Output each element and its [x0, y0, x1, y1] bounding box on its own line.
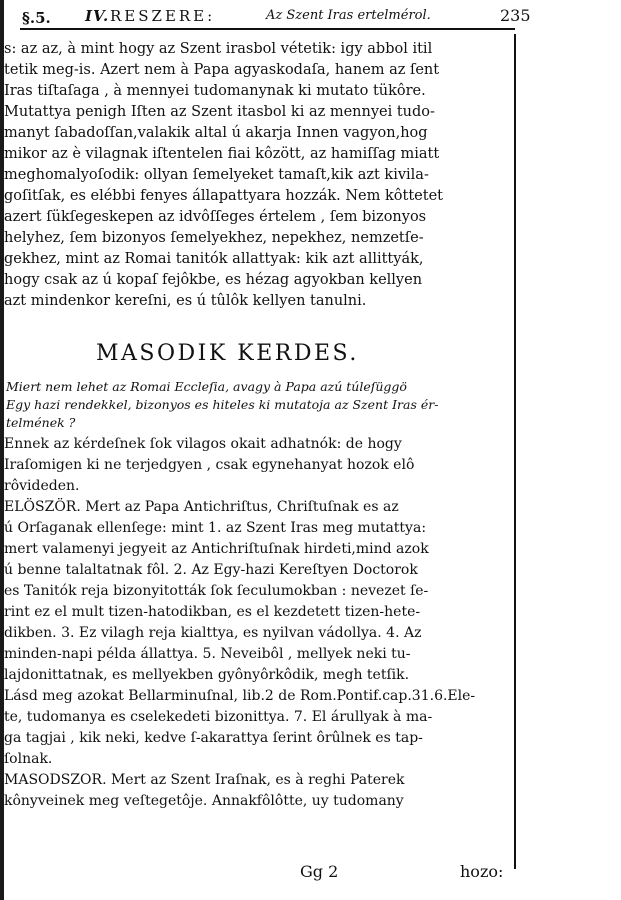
catchword: hozo: — [460, 862, 504, 881]
text-line: te, tudomanya es cselekedeti bizonittya. 7. El árullyak à ma- — [4, 709, 433, 725]
section-mark: §.5. — [22, 9, 51, 27]
signature-mark: Gg 2 — [300, 862, 339, 881]
text-line: goſitſak, es elébbi fenyes állapattyara hozzák. Nem kôttetet — [4, 188, 443, 204]
header-title: RESZERE: — [110, 7, 216, 25]
text-line: gekhez, mint az Romai tanitók allattyak: kik azt allittyák, — [4, 251, 424, 267]
right-margin-rule — [514, 34, 516, 869]
text-line: es Tanitók reja bizonyitották ſok ſeculumokban : nevezet ſe- — [4, 583, 429, 599]
text-line: tetik meg-is. Azert nem à Papa agyaskodaſa, hanem az ſent — [4, 62, 440, 78]
text-line: Mutattya penigh Iſten az Szent itasbol ki az mennyei tudo- — [4, 104, 435, 120]
text-line: dikben. 3. Ez vilagh reja kialttya, es nyilvan vádollya. 4. Az — [4, 625, 422, 641]
text-line: ELÖSZÖR. Mert az Papa Antichriſtus, Chriſtuſnak es az — [4, 499, 399, 515]
text-line: MASODSZOR. Mert az Szent Iraſnak, es à reghi Paterek — [4, 772, 405, 788]
paragraph-1 — [4, 39, 514, 312]
paragraph-2 — [4, 434, 514, 812]
text-line: azt mindenkor kereſni, es ú tûlôk kellyen tanulni. — [4, 293, 367, 309]
page-footer — [300, 862, 518, 886]
text-line: meghomalyoſodik: ollyan ſemelyeket tamaſt,kik azt kivila- — [4, 167, 429, 183]
text-line: rint ez el mult tizen-hatodikban, es el kezdetett tizen-hete- — [4, 604, 421, 620]
text-line: kônyveinek meg veſtegetôje. Annakfôlôtte, uy tudomany — [4, 793, 404, 809]
section-heading: MASODIK KERDES. — [96, 341, 359, 366]
header-rule — [20, 28, 515, 30]
page-number: 235 — [500, 6, 531, 25]
header-subtitle: Az Szent Iras ertelmérol. — [266, 8, 431, 23]
text-line: hogy csak az ú kopaſ fejôkbe, es hézag agyokban kellyen — [4, 272, 423, 288]
text-line: Ennek az kérdeſnek ſok vilagos okait adhatnók: de hogy — [4, 436, 402, 452]
text-line: helyhez, ſem bizonyos ſemelyekhez, nepekhez, nemzetſe- — [4, 230, 424, 246]
text-line: ú benne talaltatnak fôl. 2. Az Egy-hazi Kereſtyen Doctorok — [4, 562, 418, 578]
part-number: IV. — [85, 7, 110, 25]
text-line: minden-napi példa állattya. 5. Neveibôl , mellyek neki tu- — [4, 646, 411, 662]
text-line: rôvideden. — [4, 478, 80, 494]
text-line: Iras tiſtaſaga , à mennyei tudomanynak ki mutato tükôre. — [4, 83, 426, 99]
question-line: Egy hazi rendekkel, bizonyos es hiteles ki mutatoja az Szent Iras ér- — [6, 397, 439, 412]
text-line: lajdonittatnak, es mellyekben gyônyôrkôdik, megh tetſik. — [4, 667, 410, 683]
text-line: azert ſükſegeskepen az idvôſſeges értelem , ſem bizonyos — [4, 209, 427, 225]
text-line: mikor az è vilagnak iſtentelen fiai kôzött, az hamiſſag miatt — [4, 146, 440, 162]
text-line: s: az az, à mint hogy az Szent irasbol vétetik: igy abbol itil — [4, 41, 433, 57]
text-line: manyt ſabadoſſan,valakik altal ú akarja Innen vagyon,hog — [4, 125, 428, 141]
text-line: ſolnak. — [4, 751, 53, 767]
question-line: telmének ? — [6, 415, 76, 430]
question-line: Miert nem lehet az Romai Eccleſia, avagy à Papa azú túleſüggö — [6, 379, 407, 394]
running-header — [22, 6, 531, 28]
text-line: ú Orſaganak ellenſege: mint 1. az Szent Iras meg mutattya: — [4, 520, 427, 536]
text-line: mert valamenyi jegyeit az Antichriſtuſnak hirdeti,mind azok — [4, 541, 429, 557]
text-line: Lásd meg azokat Bellarminuſnal, lib.2 de Rom.Pontif.cap.31.6.Ele- — [4, 688, 476, 704]
text-line: Iraſomigen ki ne terjedgyen , csak egynehanyat hozok elô — [4, 457, 415, 473]
question-text — [6, 378, 514, 432]
text-line: ga tagjai , kik neki, kedve ſ-akarattya ſerint ôrûlnek es tap- — [4, 730, 423, 746]
